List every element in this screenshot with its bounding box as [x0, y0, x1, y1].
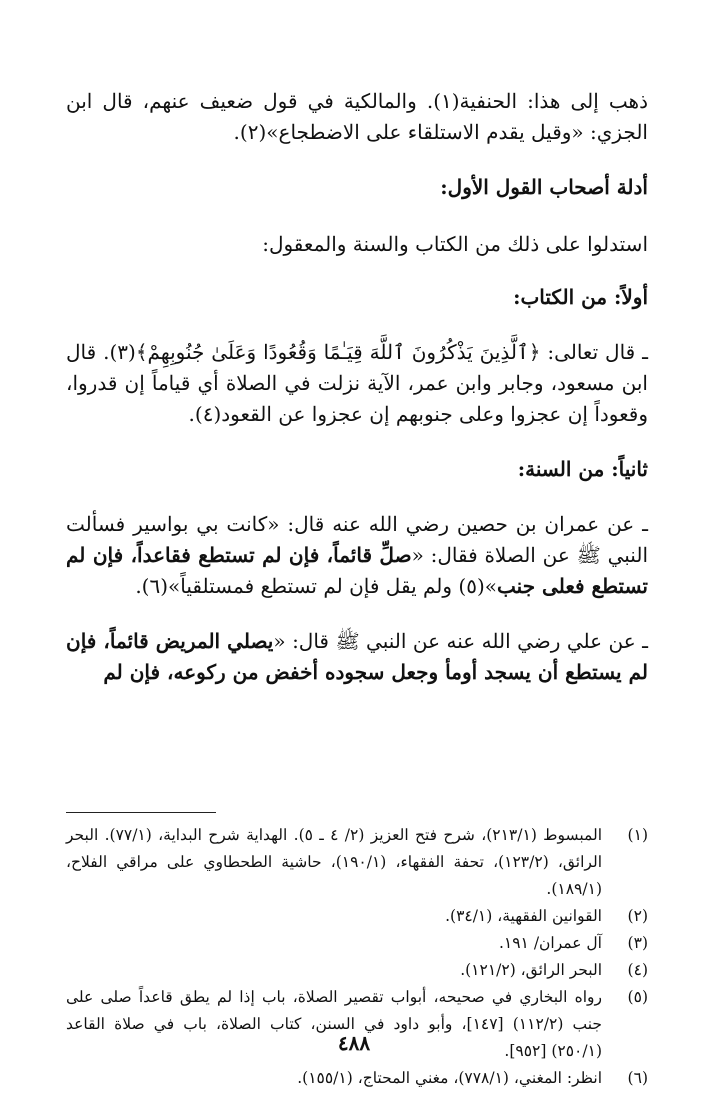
footnote-6 [66, 1065, 648, 1092]
imran-hadith-lead: ـ عن عمران بن حصين رضي الله عنه قال: «كانت بي بواسير فسألت النبي ﷺ عن الصلاة فقال: « [66, 512, 648, 567]
footnote-text: القوانين الفقهية، (٣٤/١). [445, 907, 602, 925]
evidence-heading: أدلة أصحاب القول الأول: [440, 175, 648, 199]
first-heading: أولاً: من الكتاب: [513, 285, 648, 309]
imran-hadith-tail: »(٥) ولم يقل فإن لم تستطع فمستلقياً»(٦). [135, 574, 498, 598]
footnote-number: (٢) [627, 907, 648, 925]
ali-hadith-bold: يصلي المريض قائماً، فإن لم يستطع أن يسجد أومأ وجعل سجوده أخفض من ركوعه، فإن لم [66, 629, 648, 684]
footnote-separator [66, 812, 216, 813]
footnote-text: البحر الرائق، (١٢١/٢). [460, 961, 602, 979]
footnote-2 [66, 903, 648, 930]
imran-hadith-bold: صلِّ قائماً، فإن لم تستطع فقاعداً، فإن لم تستطع فعلى جنب [66, 543, 648, 598]
intro-paragraph: ذهب إلى هذا: الحنفية(١). والمالكية في قول ضعيف عنهم، قال ابن الجزي: «وقيل يقدم الاستلقاء على الاضطجاع»(٢). [66, 89, 648, 144]
footnote-text: انظر: المغني، (٧٧٨/١)، مغني المحتاج، (١٥٥/١). [297, 1069, 602, 1087]
ali-hadith-lead: ـ عن علي رضي الله عنه عن النبي ﷺ قال: « [273, 629, 648, 653]
footnote-number: (٦) [627, 1069, 648, 1087]
footnote-4 [66, 957, 648, 984]
footnote-1 [66, 822, 648, 903]
footnote-text: آل عمران/ ١٩١. [498, 934, 602, 952]
page-body [66, 86, 648, 1107]
page-number: ٤٨٨ [337, 1031, 371, 1055]
second-heading: ثانياً: من السنة: [517, 457, 648, 481]
ali-hadith-paragraph [66, 626, 648, 688]
verse-paragraph: ـ قال تعالى: ﴿ٱلَّذِينَ يَذْكُرُونَ ٱللَّهَ قِيَـٰمًا وَقُعُودًا وَعَلَىٰ جُنُوبِهِمْ﴾(٣). قال ابن مسعود، وجابر وابن عمر، الآية نزلت في الصلاة أي قياماً إن قدروا، وقعوداً إن عجزوا وعلى جنوبهم إن عجزوا عن القعود(٤). [66, 340, 648, 426]
footnote-number: (٤) [627, 961, 648, 979]
inferred-paragraph: استدلوا على ذلك من الكتاب والسنة والمعقول: [262, 232, 648, 256]
footnote-number: (٣) [627, 934, 648, 952]
footnote-text: رواه البخاري في صحيحه، أبواب تقصير الصلاة، باب إذا لم يطق قاعداً صلى على جنب (١١٢/٢) [١٤٧]، وأبو داود في السنن، كتاب الصلاة، باب في صلاة القاعد (٢٥٠/١) [٩٥٢]. [66, 988, 602, 1060]
footnote-number: (٥) [627, 988, 648, 1006]
footnote-3 [66, 930, 648, 957]
footnote-text: المبسوط (٢١٣/١)، شرح فتح العزيز (٢/ ٤ ـ ٥). الهداية شرح البداية، (٧٧/١). البحر الرائق، (١٢٣/٢)، تحفة الفقهاء، (١٩٠/١)، حاشية الطحطاوي على مراقي الفلاح، (١٨٩/١). [66, 826, 603, 898]
imran-hadith-paragraph [66, 509, 648, 602]
footnote-number: (١) [627, 826, 648, 844]
